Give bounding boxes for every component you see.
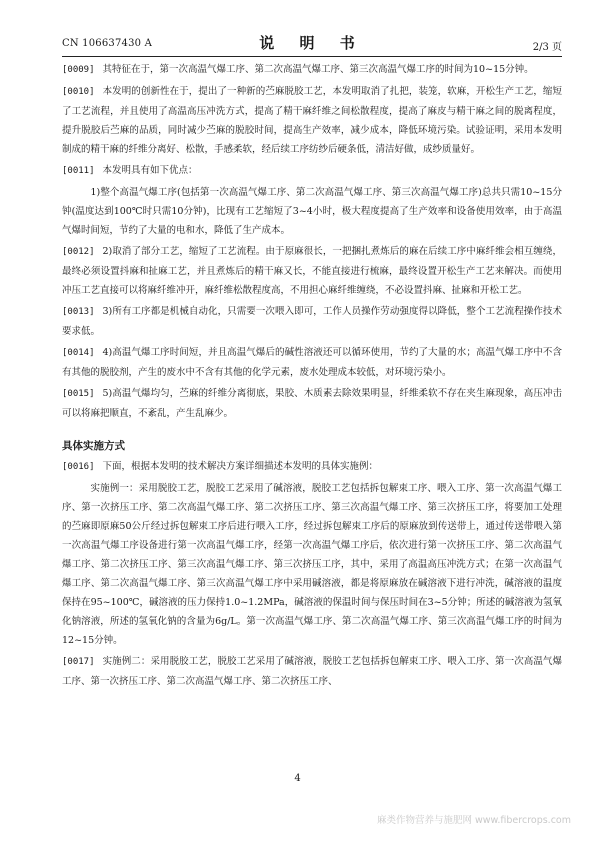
paragraph-0012 [62, 242, 562, 300]
paragraph-text: 1)整个高温气爆工序(包括第一次高温气爆工序、第二次高温气爆工序、第三次高温气爆工序)总共只需10~15分钟(温度达到100℃时只需10分钟)，比现有工艺缩短了3~4小时，极大程度提高了生产效率和设备使用效率，由于高温气爆时间短，节约了大量的电和水，降低了生产成本。 [62, 187, 562, 236]
page-header [62, 30, 562, 54]
paragraph-tag: [0009] [62, 65, 95, 75]
page-number: 4 [294, 773, 301, 784]
paragraph-0013 [62, 302, 562, 341]
paragraph-0016 [62, 457, 562, 477]
paragraph-text: 实施例二：采用脱胶工艺，脱胶工艺采用了碱溶液，脱胶工艺包括拆包解束工序、喂入工序、第一次高温气爆工序、第一次挤压工序、第二次高温气爆工序、第二次挤压工序、 [62, 656, 562, 687]
paragraph-0017 [62, 652, 562, 691]
paragraph-0015 [62, 384, 562, 423]
paragraph-0009 [62, 60, 562, 80]
watermark: 麻类作物营养与施肥网 www.fibercrops.com [376, 815, 571, 826]
paragraph-text: 3)所有工序都是机械自动化，只需要一次喂入即可，工作人员操作劳动强度得以降低，整个工艺流程操作技术要求低。 [62, 306, 562, 337]
paragraph-tag: [0015] [62, 389, 95, 399]
paragraph-text: 2)取消了部分工艺，缩短了工艺流程。由于原麻很长，一把捆扎煮炼后的麻在后续工序中麻纤维会相互缠绕，最终必须设置抖麻和扯麻工艺，并且煮炼后的精干麻又长，不能直接进行梳麻，最终设置开松生产工艺来解决。而使用冲压工艺直接可以将麻纤维冲开，麻纤维松散程度高，不用担心麻纤维缠绕，不必设置抖麻、扯麻和开松工艺。 [62, 246, 562, 296]
paragraph-tag: [0016] [62, 462, 95, 472]
paragraph-text: 本发明具有如下优点： [102, 165, 198, 176]
paragraph-0014 [62, 343, 562, 382]
paragraph-tag: [0014] [62, 348, 95, 358]
paragraph-0010 [62, 82, 562, 159]
paragraph-text: 其特征在于，第一次高温气爆工序、第二次高温气爆工序、第三次高温气爆工序的时间为10~15分钟。 [102, 64, 534, 75]
document-body [62, 60, 562, 693]
section-heading: 具体实施方式 [62, 440, 125, 452]
document-title: 说 明 书 [259, 34, 365, 52]
embodiment-1 [62, 479, 562, 650]
paragraph-tag: [0012] [62, 247, 95, 257]
page-indicator: 2/3 页 [532, 42, 562, 53]
paragraph-text: 实施例一：采用脱胶工艺，脱胶工艺采用了碱溶液，脱胶工艺包括拆包解束工序、喂入工序、第一次高温气爆工序、第一次挤压工序、第二次高温气爆工序、第二次挤压工序、第三次高温气爆工序、第三次挤压工序，将要加工处理的苎麻即原麻50公斤经过拆包解束工序后进行喂入工序，经过拆包解束工序后的原麻放到传送带上，通过传送带喂入第一次高温气爆工序设备进行第一次高温气爆工序，经第一次高温气爆工序后，依次进行第一次挤压工序、第二次高温气爆工序、第二次挤压工序、第三次高温气爆工序、第三次挤压工序，其中，采用了高温高压冲洗方式；在第一次高温气爆工序、第二次高温气爆工序、第三次高温气爆工序中采用碱溶液，都是将原麻放在碱溶液下进行冲洗，碱溶液的温度保持在95~100℃，碱溶液的压力保持1.0~1.2MPa，碱溶液的保温时间与保压时间在3~5分钟；所述的碱溶液为氢氧化钠溶液，所述的氢氧化钠的含量为6g/L。第一次高温气爆工序、第二次高温气爆工序、第三次高温气爆工序的时间为12~15分钟。 [62, 483, 562, 646]
paragraph-text: 下面，根据本发明的技术解决方案详细描述本发明的具体实施例： [102, 461, 379, 472]
advantage-item-1 [62, 183, 562, 240]
paragraph-tag: [0017] [62, 657, 95, 667]
patent-number: CN 106637430 A [62, 38, 153, 49]
paragraph-text: 5)高温气爆均匀，苎麻的纤维分离彻底，果胶、木质素去除效果明显，纤维柔软不存在夹生麻现象，高压冲击可以将麻把顺直，不紊乱，产生乱麻少。 [62, 388, 562, 419]
paragraph-text: 4)高温气爆工序时间短，并且高温气爆后的碱性溶液还可以循环使用，节约了大量的水；高温气爆工序中不含有其他的脱胶剂，产生的废水中不含有其他的化学元素，废水处理成本较低，对环境污染小。 [62, 347, 562, 378]
paragraph-0011 [62, 161, 562, 181]
paragraph-tag: [0010] [62, 87, 95, 97]
paragraph-tag: [0013] [62, 307, 95, 317]
header-divider [62, 56, 562, 57]
paragraph-tag: [0011] [62, 166, 95, 176]
paragraph-text: 本发明的创新性在于，提出了一种新的苎麻脱胶工艺，本发明取消了扎把，装笼，软麻，开松生产工艺，缩短了工艺流程，并且使用了高温高压冲洗方式，提高了精干麻纤维之间松散程度，提高了麻皮与精干麻之间的脱离程度，提升脱胶后苎麻的品质，同时减少苎麻的脱胶时间，提高生产效率，减少成本，降低环境污染。试验证明，采用本发明制成的精干麻的纤维分离好、松散，手感柔软，经后续工序纺纱后硬条低，清洁好做，成纱质量好。 [62, 86, 562, 155]
